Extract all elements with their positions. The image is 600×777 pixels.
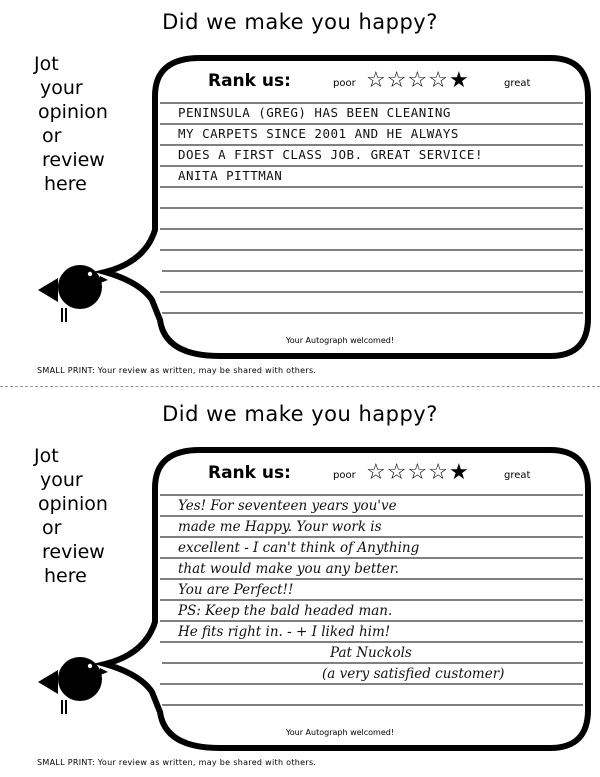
star-1-icon[interactable]: ☆ xyxy=(366,460,387,485)
autograph-label: Your Autograph welcomed! xyxy=(285,728,395,737)
star-3-icon[interactable]: ☆ xyxy=(407,460,429,485)
great-label: great xyxy=(504,470,531,481)
review-line: He fits right in. - + I liked him! xyxy=(178,624,391,640)
review-line: Yes! For seventeen years you've xyxy=(178,498,397,514)
small-print: SMALL PRINT: Your review as written, may be shared with others. xyxy=(37,366,317,375)
rank-label: Rank us: xyxy=(208,71,291,91)
autograph-label: Your Autograph welcomed! xyxy=(285,336,395,345)
star-4-icon[interactable]: ☆ xyxy=(428,68,449,93)
card-divider xyxy=(0,386,600,387)
star-3-icon[interactable]: ☆ xyxy=(407,68,429,93)
star-5-icon[interactable]: ★ xyxy=(448,460,470,485)
poor-label: poor xyxy=(333,470,356,481)
signature: Pat Nuckols xyxy=(330,645,412,661)
star-rating[interactable] xyxy=(366,462,470,484)
speech-bubble xyxy=(0,0,600,385)
review-line: PENINSULA (GREG) HAS BEEN CLEANING xyxy=(178,105,451,120)
star-2-icon[interactable]: ☆ xyxy=(386,460,408,485)
review-line: MY CARPETS SINCE 2001 AND HE ALWAYS xyxy=(178,126,459,141)
small-print: SMALL PRINT: Your review as written, may be shared with others. xyxy=(37,758,317,767)
review-line: DOES A FIRST CLASS JOB. GREAT SERVICE! xyxy=(178,147,483,162)
review-card-top xyxy=(0,0,600,385)
star-1-icon[interactable]: ☆ xyxy=(366,68,387,93)
star-5-icon[interactable]: ★ xyxy=(448,68,470,93)
review-line: that would make you any better. xyxy=(178,561,399,577)
card-heading: Did we make you happy? xyxy=(162,402,438,426)
review-line: You are Perfect!! xyxy=(178,582,294,598)
poor-label: poor xyxy=(333,78,356,89)
review-line: PS: Keep the bald headed man. xyxy=(178,603,393,619)
bird-icon xyxy=(38,657,108,714)
card-heading: Did we make you happy? xyxy=(162,10,438,34)
great-label: great xyxy=(504,78,531,89)
rank-label: Rank us: xyxy=(208,463,291,483)
star-rating[interactable] xyxy=(366,70,470,92)
star-4-icon[interactable]: ☆ xyxy=(428,460,449,485)
side-prompt: Jot your opinion or review here xyxy=(34,53,108,195)
review-line: made me Happy. Your work is xyxy=(178,519,382,535)
side-prompt: Jot your opinion or review here xyxy=(34,445,108,587)
star-2-icon[interactable]: ☆ xyxy=(386,68,408,93)
bird-icon xyxy=(38,265,108,322)
review-card-bottom xyxy=(0,392,600,777)
review-line: ANITA PITTMAN xyxy=(178,168,283,183)
review-line: (a very satisfied customer) xyxy=(322,666,505,682)
review-line: excellent - I can't think of Anything xyxy=(178,540,420,556)
